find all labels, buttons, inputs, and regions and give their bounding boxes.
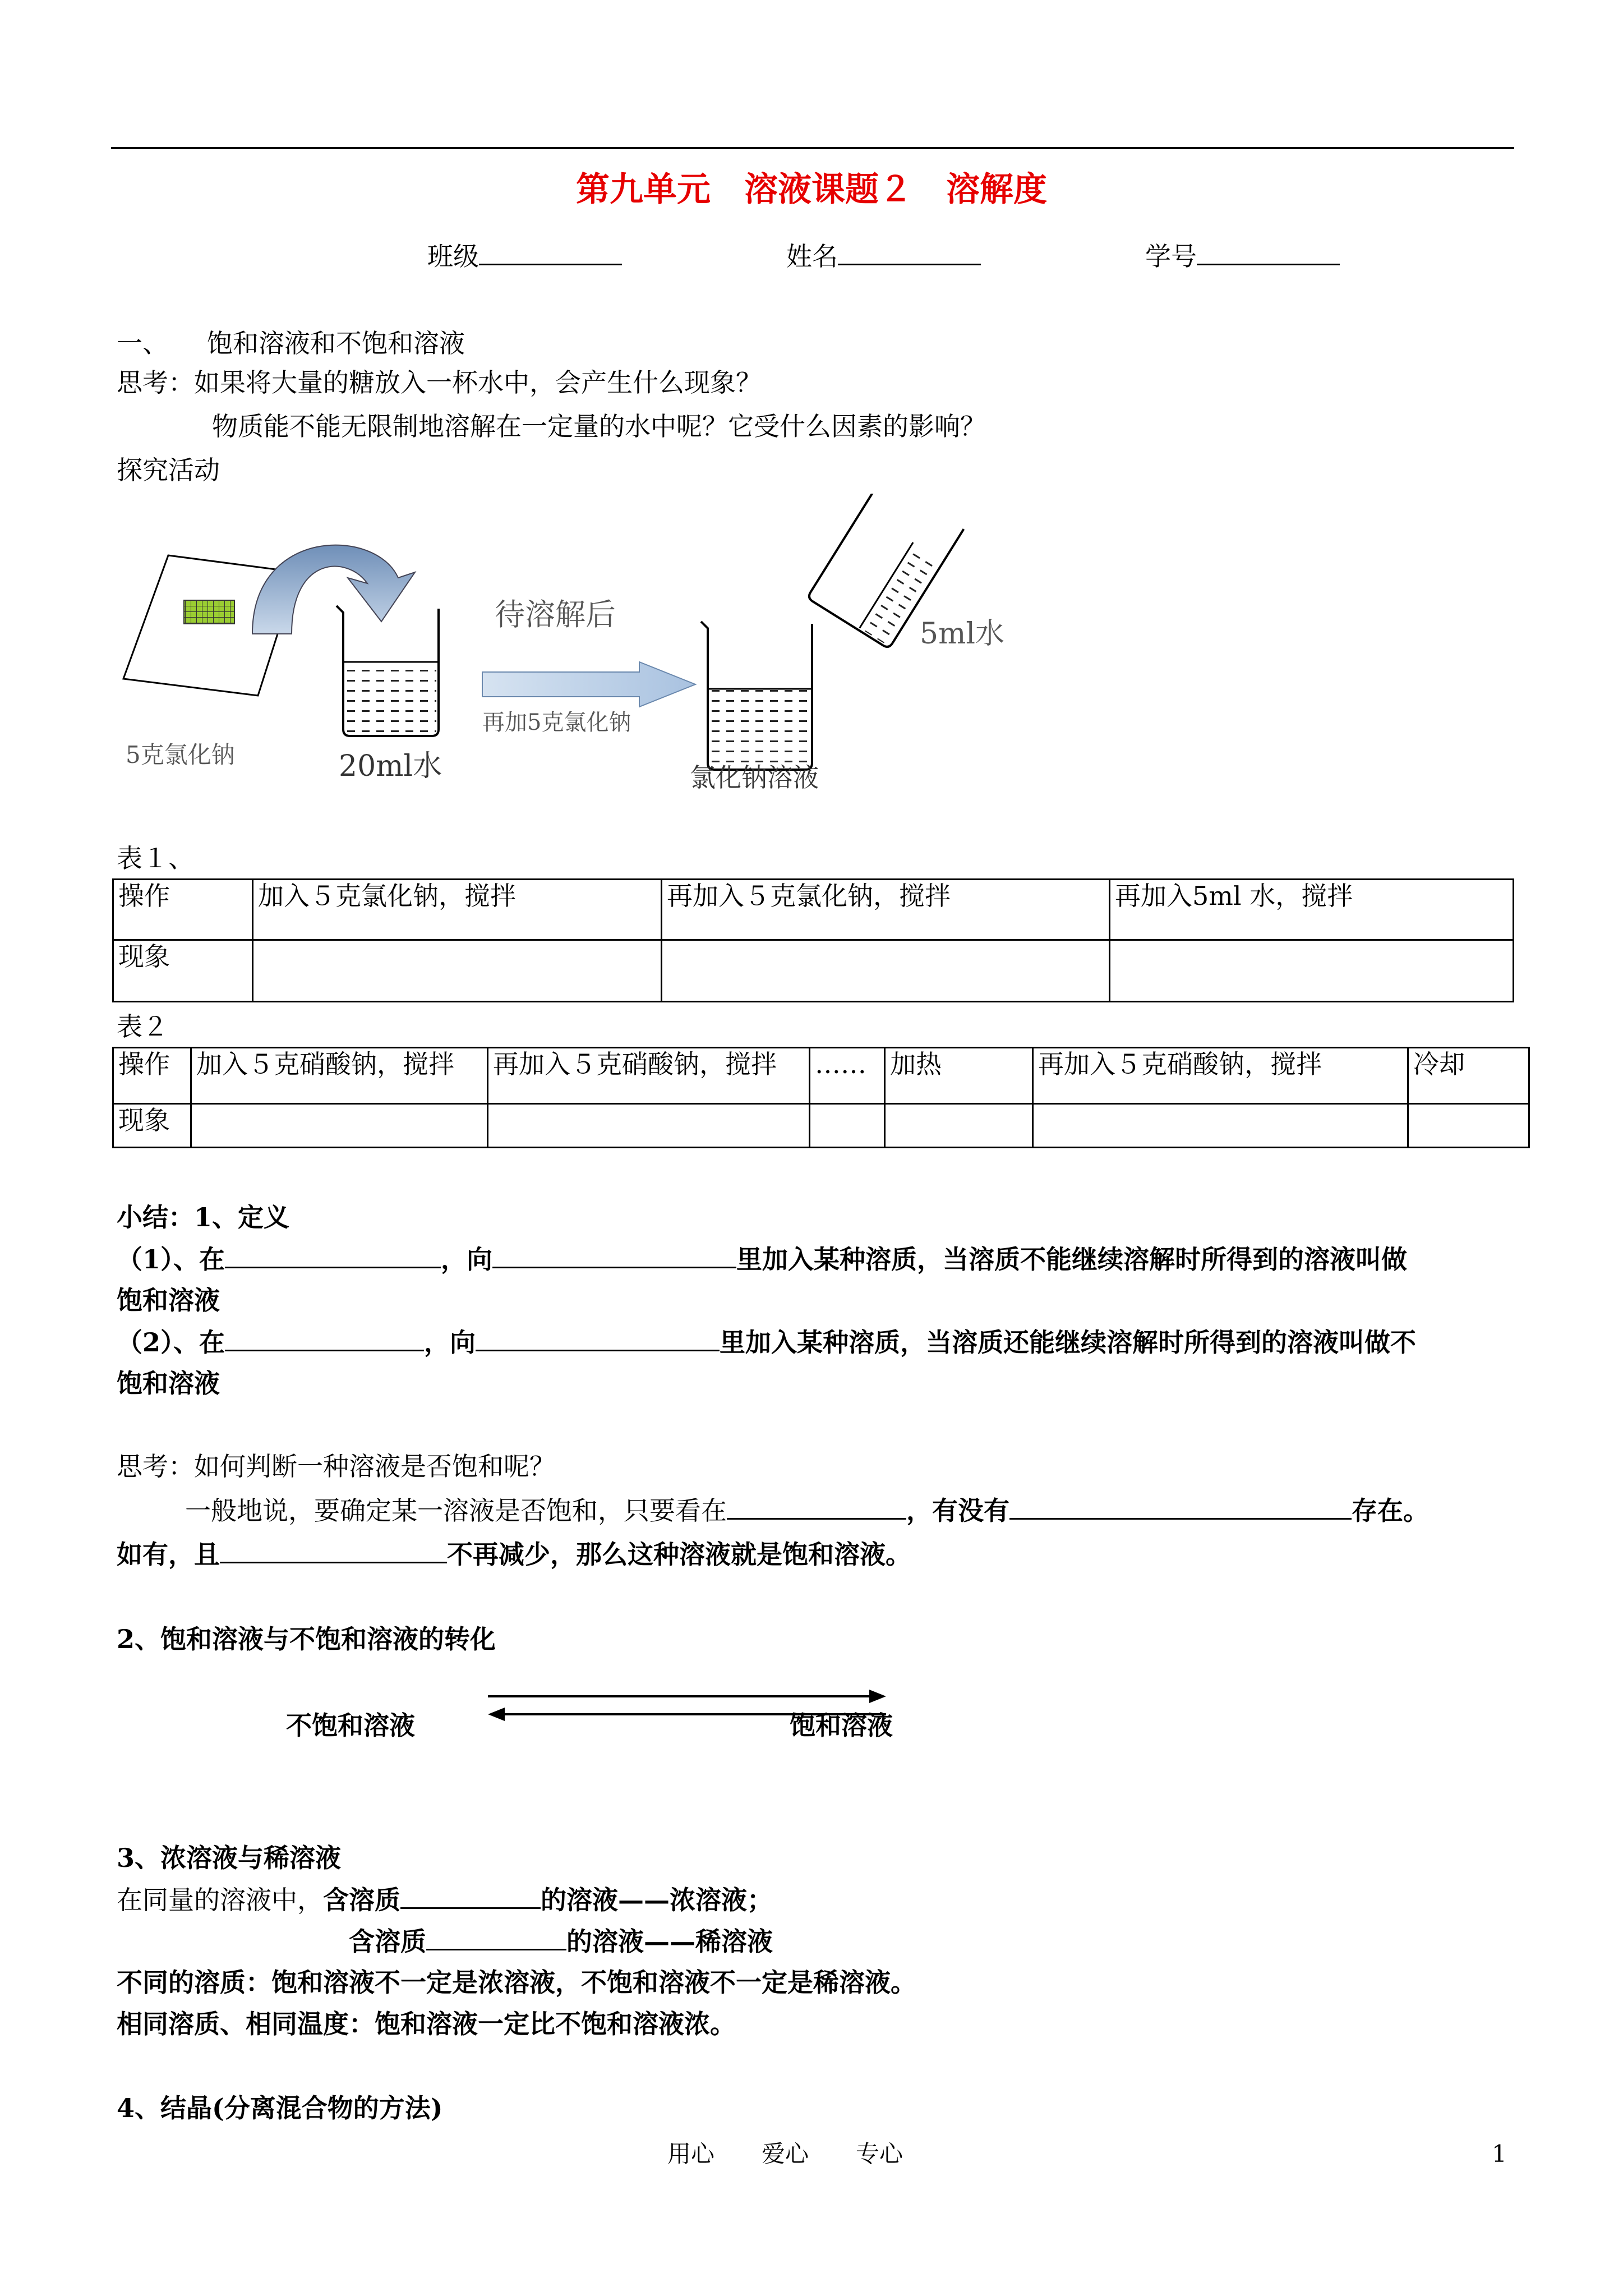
label-5ml-water: 5ml水 (920, 617, 1005, 651)
def2-part-a: （2）、在 (117, 1327, 225, 1358)
table1-cell: 再加入５克氯化钠，搅拌 (662, 880, 1110, 940)
table2-row-operation (113, 1048, 1529, 1104)
id-label: 学号 (1145, 241, 1197, 272)
table1 (112, 878, 1514, 1002)
crystal-heading: 4、结晶(分离混合物的方法) (117, 2093, 443, 2123)
name-field (786, 239, 981, 273)
definition-2 (117, 1325, 1416, 1359)
table2-cell: 冷却 (1408, 1048, 1529, 1104)
conversion-left: 不饱和溶液 (286, 1710, 415, 1741)
id-field (1145, 239, 1340, 273)
label-wait: 待溶解后 (495, 597, 616, 632)
judge-blank-1[interactable] (727, 1493, 906, 1520)
concentration-line-2 (349, 1924, 773, 1958)
table2-cell[interactable] (885, 1104, 1033, 1148)
conc-line1-part-a: 在同量的溶液中， (117, 1885, 323, 1915)
judge-blank-3[interactable] (220, 1537, 447, 1563)
judge-line2-part-b: 不再减少，那么这种溶液就是饱和溶液。 (447, 1539, 911, 1570)
summary-heading: 小结：1、定义 (117, 1202, 290, 1232)
class-field (427, 239, 622, 273)
concentration-line-4: 相同溶质、相同温度：饱和溶液一定比不饱和溶液浓。 (117, 2009, 736, 2039)
process-arrow-shape (482, 662, 695, 707)
salt-grains-icon (184, 600, 234, 624)
judge-line1-part-b: ，有没有 (906, 1496, 1009, 1526)
table1-caption: 表１、 (117, 843, 194, 873)
table1-cell: 再加入5ml 水，搅拌 (1110, 880, 1514, 940)
concentration-line-1 (117, 1883, 773, 1917)
page-number: 1 (1492, 2140, 1507, 2168)
def1-part-c: 里加入某种溶质，当溶质不能继续溶解时所得到的溶液叫做 (736, 1244, 1408, 1274)
table1-row-operation (113, 880, 1514, 940)
def1-part-a: （1）、在 (117, 1244, 225, 1274)
def1-blank-1[interactable] (225, 1242, 441, 1268)
table1-cell: 操作 (113, 880, 253, 940)
table2-cell[interactable] (1033, 1104, 1408, 1148)
definition-1-end: 饱和溶液 (117, 1285, 220, 1315)
table1-cell[interactable] (662, 940, 1110, 1002)
class-label: 班级 (427, 241, 479, 272)
def2-blank-1[interactable] (225, 1325, 424, 1351)
judge-line2-part-a: 如有，且 (117, 1539, 220, 1570)
table2-cell[interactable] (1408, 1104, 1529, 1148)
table2-cell: 再加入５克硝酸钠，搅拌 (488, 1048, 810, 1104)
judge-line1-part-a: 一般地说，要确定某一溶液是否饱和，只要看在 (185, 1496, 727, 1526)
name-blank[interactable] (838, 239, 981, 265)
judge-line-2 (117, 1537, 911, 1571)
def1-blank-2[interactable] (492, 1242, 736, 1268)
def2-blank-2[interactable] (476, 1325, 720, 1351)
footer-motto: 用心 爱心 专心 (667, 2140, 903, 2168)
name-label: 姓名 (786, 241, 838, 272)
conversion-right: 饱和溶液 (790, 1710, 893, 1741)
def2-part-b: ，向 (424, 1327, 476, 1358)
label-20ml-water: 20ml水 (339, 749, 442, 783)
table1-cell[interactable] (253, 940, 662, 1002)
conc-line1-part-c: 的溶液——浓溶液； (541, 1885, 773, 1915)
table1-row-phenomenon (113, 940, 1514, 1002)
table2-cell: 再加入５克硝酸钠，搅拌 (1033, 1048, 1408, 1104)
definition-2-end: 饱和溶液 (117, 1368, 220, 1398)
table2-cell: …… (810, 1048, 885, 1104)
table2-caption: 表２ (117, 1011, 168, 1042)
definition-1 (117, 1242, 1407, 1276)
table2-cell: 加热 (885, 1048, 1033, 1104)
activity-label: 探究活动 (117, 455, 220, 485)
conc-line2-part-b: 的溶液——稀溶液 (566, 1926, 773, 1957)
table2-row-phenomenon (113, 1104, 1529, 1148)
section1-heading: 一、 饱和溶液和不饱和溶液 (117, 328, 465, 358)
table2-cell[interactable] (488, 1104, 810, 1148)
right-arrowhead-icon (869, 1690, 886, 1703)
judge-line1-part-c: 存在。 (1352, 1496, 1429, 1526)
class-blank[interactable] (479, 239, 622, 265)
table2-cell[interactable] (810, 1104, 885, 1148)
concentration-line-3: 不同的溶质：饱和溶液不一定是浓溶液，不饱和溶液不一定是稀溶液。 (117, 1967, 916, 1998)
pour-arrow-shape (252, 545, 415, 634)
table2-cell[interactable] (191, 1104, 488, 1148)
table2-cell: 现象 (113, 1104, 191, 1148)
label-solution: 氯化钠溶液 (690, 762, 819, 793)
table2-cell: 操作 (113, 1048, 191, 1104)
left-arrowhead-icon (488, 1708, 505, 1721)
conversion-heading: 2、饱和溶液与不饱和溶液的转化 (117, 1624, 496, 1654)
table1-cell[interactable] (1110, 940, 1514, 1002)
beaker-2-solution-shape (710, 690, 810, 767)
table1-cell: 现象 (113, 940, 253, 1002)
header-rule (111, 147, 1514, 149)
table2 (112, 1047, 1530, 1148)
conc-line2-part-a: 含溶质 (349, 1926, 426, 1957)
def2-part-c: 里加入某种溶质，当溶质还能继续溶解时所得到的溶液叫做不 (720, 1327, 1417, 1358)
judge-blank-2[interactable] (1009, 1493, 1352, 1520)
judge-question: 思考：如何判断一种溶液是否饱和呢？ (117, 1451, 555, 1481)
conc-line1-part-b: 含溶质 (323, 1885, 400, 1915)
conc-blank-2[interactable] (426, 1924, 566, 1950)
think-question-1: 思考：如果将大量的糖放入一杯水中，会产生什么现象？ (117, 367, 762, 398)
label-add-salt: 再加5克氯化钠 (482, 710, 631, 735)
def1-part-b: ，向 (441, 1244, 493, 1274)
beaker-1-water-shape (345, 663, 436, 734)
label-salt: 5克氯化钠 (126, 741, 235, 769)
id-blank[interactable] (1197, 239, 1340, 265)
table2-cell: 加入５克硝酸钠，搅拌 (191, 1048, 488, 1104)
table1-cell: 加入５克氯化钠，搅拌 (253, 880, 662, 940)
judge-line-1 (185, 1493, 1429, 1527)
conc-blank-1[interactable] (400, 1883, 541, 1909)
concentration-heading: 3、浓溶液与稀溶液 (117, 1843, 342, 1873)
think-question-2: 物质能不能无限制地溶解在一定量的水中呢？它受什么因素的影响？ (212, 411, 986, 441)
page-title: 第九单元 溶液课题２ 溶解度 (576, 170, 1047, 209)
